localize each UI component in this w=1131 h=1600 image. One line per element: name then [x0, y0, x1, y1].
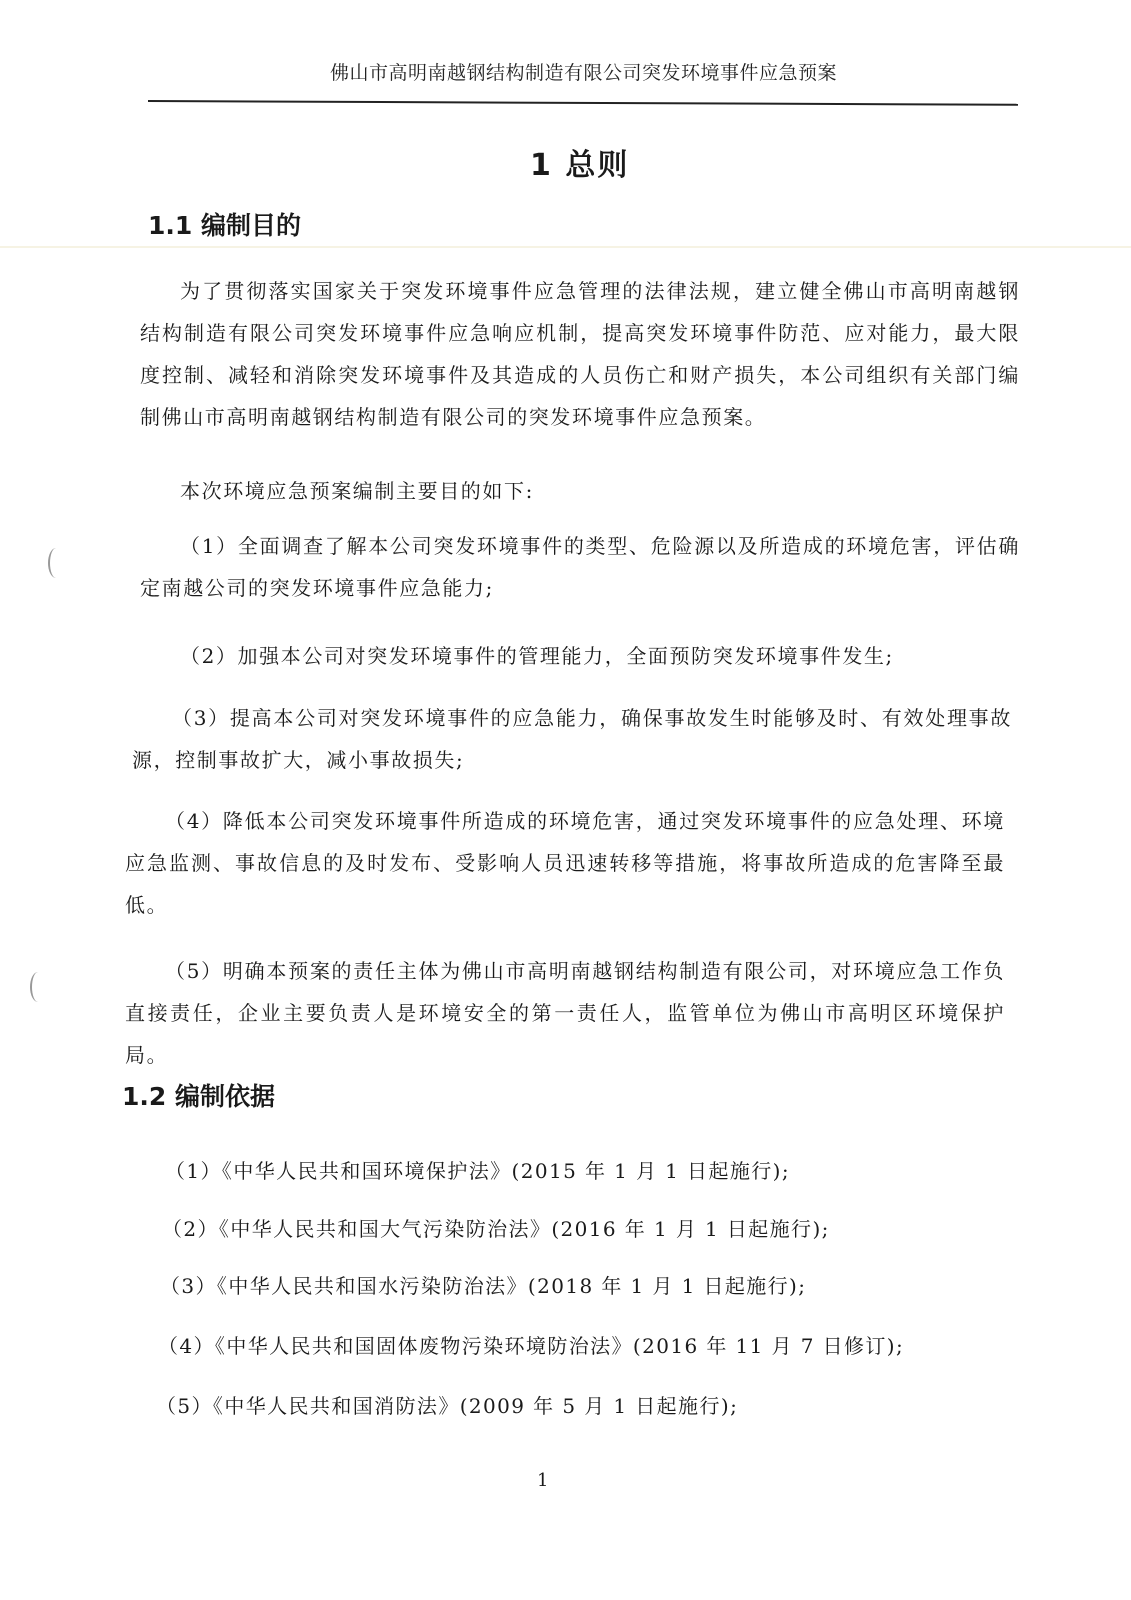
purpose-item-4	[125, 800, 1005, 926]
reference-item-1: （1）《中华人民共和国环境保护法》(2015 年 1 月 1 日起施行);	[165, 1159, 791, 1183]
scan-artifact-band	[0, 246, 1131, 248]
binding-hole-mark	[30, 972, 46, 1002]
paragraph-text: （3）提高本公司对突发环境事件的应急能力，确保事故发生时能够及时、有效处理事故源，控制事故扩大，减小事故损失;	[132, 706, 1012, 772]
purpose-intro	[140, 470, 1020, 512]
paragraph-text: 本次环境应急预案编制主要目的如下:	[180, 479, 534, 503]
reference-item-2: （2）《中华人民共和国大气污染防治法》(2016 年 1 月 1 日起施行);	[162, 1217, 830, 1241]
paragraph-text: （1）全面调查了解本公司突发环境事件的类型、危险源以及所造成的环境危害，评估确定南越公司的突发环境事件应急能力;	[140, 534, 1020, 600]
purpose-item-5	[125, 950, 1005, 1076]
purpose-item-1	[140, 525, 1020, 609]
chapter-title: 1 总则	[530, 148, 630, 183]
section-title-1-2: 1.2 编制依据	[122, 1082, 275, 1111]
paragraph-text: （2）加强本公司对突发环境事件的管理能力，全面预防突发环境事件发生;	[180, 644, 894, 668]
section-title-1-1: 1.1 编制目的	[148, 211, 301, 240]
reference-item-5: （5）《中华人民共和国消防法》(2009 年 5 月 1 日起施行);	[156, 1394, 739, 1418]
purpose-item-2	[140, 635, 1020, 677]
page-number: 1	[537, 1470, 549, 1491]
purpose-paragraph	[140, 270, 1020, 438]
binding-hole-mark	[48, 548, 64, 578]
paragraph-text: （4）降低本公司突发环境事件所造成的环境危害，通过突发环境事件的应急处理、环境应急监测、事故信息的及时发布、受影响人员迅速转移等措施，将事故所造成的危害降至最低。	[125, 809, 1005, 917]
reference-item-3: （3）《中华人民共和国水污染防治法》(2018 年 1 月 1 日起施行);	[160, 1274, 807, 1298]
purpose-item-3	[132, 697, 1012, 781]
reference-item-4: （4）《中华人民共和国固体废物污染环境防治法》(2016 年 11 月 7 日修订);	[158, 1334, 905, 1358]
paragraph-text: 为了贯彻落实国家关于突发环境事件应急管理的法律法规，建立健全佛山市高明南越钢结构制造有限公司突发环境事件应急响应机制，提高突发环境事件防范、应对能力，最大限度控制、减轻和消除突发环境事件及其造成的人员伤亡和财产损失，本公司组织有关部门编制佛山市高明南越钢结构制造有限公司的突发环境事件应急预案。	[140, 279, 1020, 429]
header-divider	[148, 100, 1018, 106]
paragraph-text: （5）明确本预案的责任主体为佛山市高明南越钢结构制造有限公司，对环境应急工作负直接责任，企业主要负责人是环境安全的第一责任人，监管单位为佛山市高明区环境保护局。	[125, 959, 1005, 1067]
header-title: 佛山市高明南越钢结构制造有限公司突发环境事件应急预案	[330, 62, 838, 84]
